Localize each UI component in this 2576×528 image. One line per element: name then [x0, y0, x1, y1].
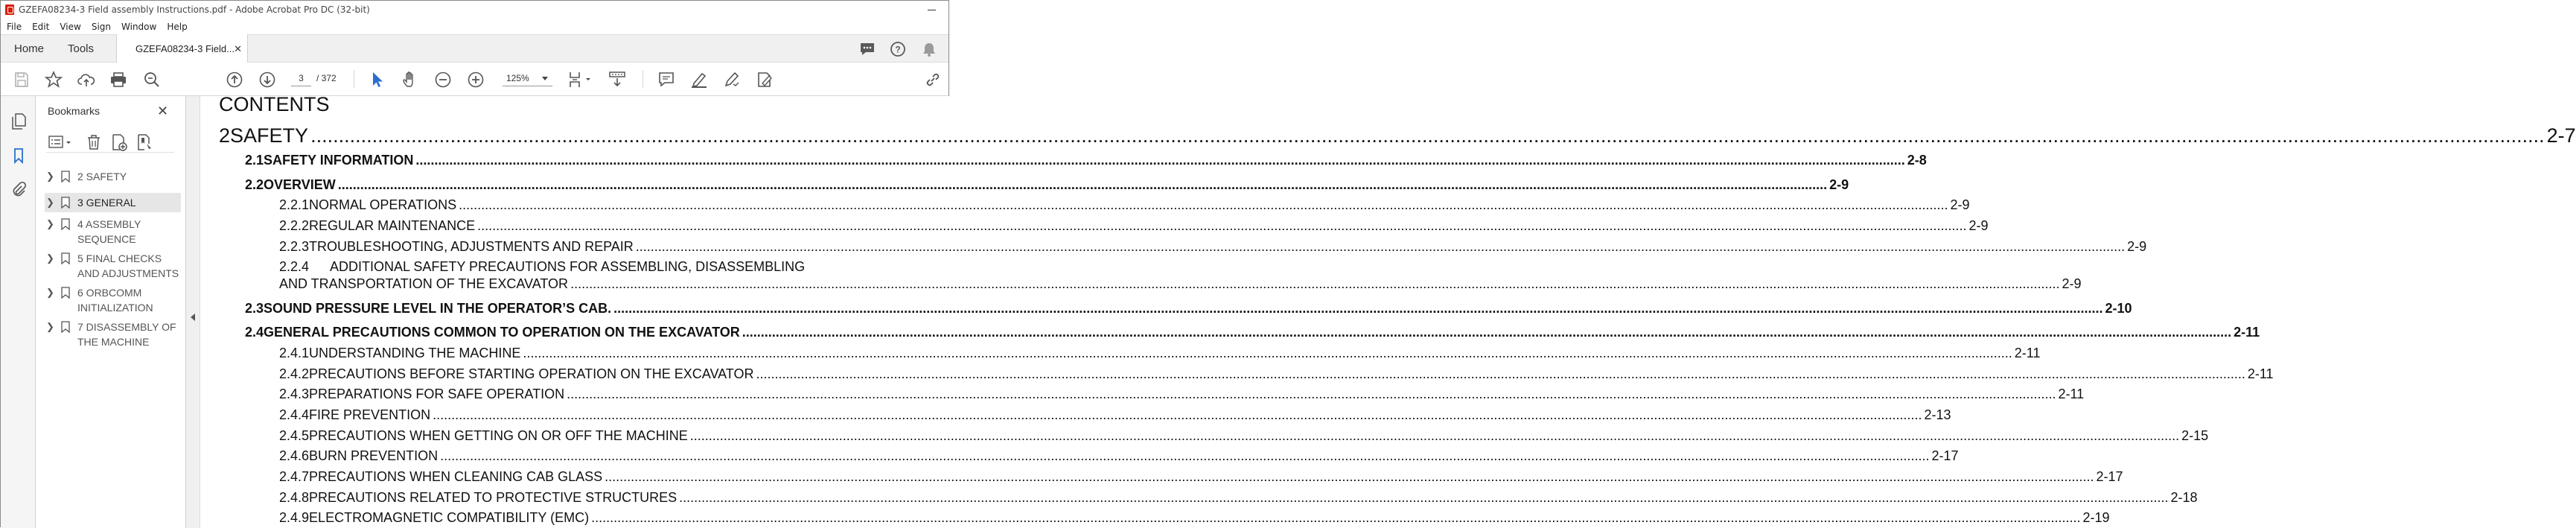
page-total-label: / 372 [316, 73, 337, 83]
acrobat-logo-icon [5, 4, 14, 15]
attachment-paperclip-icon[interactable] [10, 181, 28, 199]
toc-leader: ................................................................................................................................................................................................................................................................................................................................................................................................................ [689, 428, 2180, 443]
chevron-right-icon[interactable]: ❯ [46, 218, 54, 229]
menu-help[interactable]: Help [167, 21, 188, 32]
toc-entry[interactable] [279, 448, 1959, 464]
tab-document[interactable] [116, 34, 248, 63]
toc-page: 2-8 [1907, 153, 1927, 168]
toc-title: PREPARATIONS FOR SAFE OPERATION [309, 387, 565, 401]
toc-entry[interactable] [279, 218, 1989, 234]
toc-page: 2-9 [1829, 177, 1849, 192]
tab-document-label: GZEFA08234-3 Field... [136, 43, 235, 54]
toc-page: 2-19 [2082, 510, 2110, 525]
page-number-input[interactable]: 3 [291, 70, 311, 86]
chevron-right-icon[interactable]: ❯ [46, 171, 54, 182]
bookmark-label: 5 FINAL CHECKS AND ADJUSTMENTS [77, 252, 179, 279]
toc-leader: ................................................................................................................................................................................................................................................................................................................................................................................................................ [635, 239, 2126, 254]
toc-title: SOUND PRESSURE LEVEL IN THE OPERATOR’S CAB. [264, 301, 612, 316]
toc-page: 2-11 [2014, 346, 2041, 360]
bookmark-item-safety[interactable] [45, 169, 181, 184]
toc-title: SAFETY INFORMATION [264, 153, 414, 168]
toc-number: 2.4.5 [279, 428, 310, 443]
toc-entry[interactable] [279, 259, 924, 275]
toc-leader: ................................................................................................................................................................................................................................................................................................................................................................................................................ [567, 387, 2056, 401]
toc-leader: ................................................................................................................................................................................................................................................................................................................................................................................................................ [477, 218, 1967, 233]
toc-page: 2-9 [2127, 239, 2147, 254]
contents-heading: CONTENTS [219, 93, 330, 115]
cloud-upload-icon[interactable] [77, 71, 95, 89]
menu-file[interactable]: File [7, 21, 22, 32]
tab-bar [1, 34, 949, 63]
bookmarks-title: Bookmarks [48, 105, 101, 117]
close-panel-icon[interactable]: ✕ [157, 104, 169, 118]
toc-number: 2.4.3 [279, 387, 310, 401]
menu-sign[interactable]: Sign [91, 21, 112, 32]
toc-number: 2.2 [245, 177, 264, 192]
toc-entry[interactable] [279, 510, 2110, 526]
notification-bell-icon[interactable] [921, 41, 937, 57]
save-icon[interactable] [13, 71, 31, 89]
panel-collapse-handle[interactable] [186, 96, 200, 528]
toc-page: 2-17 [2096, 469, 2123, 484]
bookmark-flag-icon [61, 321, 70, 333]
highlight-pen-icon[interactable] [690, 71, 708, 89]
bookmark-label: 7 DISASSEMBLY OF THE MACHINE [77, 321, 176, 348]
toc-entry[interactable] [279, 428, 2209, 444]
toc-title: PRECAUTIONS WHEN GETTING ON OR OFF THE MACHINE [309, 428, 688, 443]
toc-leader: ................................................................................................................................................................................................................................................................................................................................................................................................................ [742, 325, 2232, 340]
chevron-right-icon[interactable]: ❯ [46, 287, 54, 298]
page-fit-icon[interactable] [568, 71, 593, 89]
share-link-icon[interactable] [924, 71, 942, 89]
next-page-icon[interactable] [258, 71, 276, 89]
zoom-level-select[interactable] [503, 70, 552, 86]
toc-number: 2.2.2 [279, 218, 310, 233]
toc-entry[interactable] [245, 325, 2260, 340]
delete-bookmark-icon[interactable] [85, 133, 103, 151]
bookmark-item-disassembly[interactable] [45, 319, 181, 349]
toc-title: SAFETY [230, 124, 309, 147]
toc-entry[interactable] [279, 469, 2123, 485]
toc-page: 2-11 [2058, 387, 2085, 401]
toc-entry[interactable] [279, 346, 2041, 361]
toc-leader: ................................................................................................................................................................................................................................................................................................................................................................................................................ [756, 366, 2245, 381]
toc-title: AND TRANSPORTATION OF THE EXCAVATOR [279, 276, 569, 291]
toc-leader: ................................................................................................................................................................................................................................................................................................................................................................................................................ [440, 448, 1930, 463]
navigation-rail [1, 96, 36, 528]
toc-entry[interactable] [279, 197, 1970, 213]
toc-page: 2-11 [2234, 325, 2260, 340]
toc-number: 2.4.2 [279, 366, 310, 381]
chevron-right-icon[interactable]: ❯ [46, 252, 54, 264]
document-view[interactable] [200, 93, 2576, 528]
toc-title: ELECTROMAGNETIC COMPATIBILITY (EMC) [309, 510, 590, 525]
toc-page: 2-18 [2170, 490, 2198, 505]
toc-title: PRECAUTIONS BEFORE STARTING OPERATION ON THE EXCAVATOR [309, 366, 754, 381]
toc-number: 2.4 [245, 325, 264, 340]
toc-leader: ................................................................................................................................................................................................................................................................................................................................................................................................................ [570, 276, 2060, 291]
toc-number: 2.4.1 [279, 346, 310, 360]
bookmark-flag-icon [61, 252, 70, 264]
toc-number: 2.2.4 [279, 259, 310, 274]
toc-number: 2.4.8 [279, 490, 310, 505]
chevron-right-icon[interactable]: ❯ [46, 197, 54, 208]
bookmark-label: 6 ORBCOMM INITIALIZATION [77, 287, 153, 314]
bookmark-label: 2 SAFETY [77, 171, 127, 182]
toc-leader: ................................................................................................................................................................................................................................................................................................................................................................................................................ [337, 177, 1828, 192]
title-bar [1, 1, 949, 19]
toc-number: 2.4.9 [279, 510, 310, 525]
toc-page: 2-9 [1968, 218, 1989, 233]
bookmark-item-final-checks[interactable] [45, 251, 181, 281]
bookmark-flag-icon [61, 218, 70, 230]
scroll-mode-icon[interactable] [608, 71, 626, 89]
toc-leader: ................................................................................................................................................................................................................................................................................................................................................................................................................ [591, 510, 2081, 525]
toc-title: ADDITIONAL SAFETY PRECAUTIONS FOR ASSEMBLING, DISASSEMBLING [330, 259, 806, 274]
menu-view[interactable]: View [60, 21, 81, 32]
toc-title: PRECAUTIONS RELATED TO PROTECTIVE STRUCTURES [309, 490, 678, 505]
toc-page: 2-9 [1950, 197, 1970, 212]
bookmark-item-assembly-sequence[interactable] [45, 217, 181, 246]
toc-leader: ................................................................................................................................................................................................................................................................................................................................................................................................................ [433, 407, 1922, 422]
menu-window[interactable]: Window [121, 21, 157, 32]
menu-edit[interactable]: Edit [32, 21, 50, 32]
bookmark-options-icon[interactable] [48, 133, 74, 151]
toc-title: TROUBLESHOOTING, ADJUSTMENTS AND REPAIR [309, 239, 634, 254]
bookmark-label: 4 ASSEMBLY SEQUENCE [77, 218, 141, 245]
zoom-search-icon[interactable] [143, 71, 161, 89]
toc-leader: ................................................................................................................................................................................................................................................................................................................................................................................................................ [415, 153, 1905, 168]
chevron-right-icon[interactable]: ❯ [46, 321, 54, 332]
toc-number: 2.1 [245, 153, 264, 168]
minimize-button[interactable] [914, 1, 949, 19]
close-tab-icon[interactable]: ✕ [234, 43, 242, 54]
toc-leader: ................................................................................................................................................................................................................................................................................................................................................................................................................ [605, 469, 2094, 484]
toc-page: 2-7 [2546, 124, 2576, 147]
collapse-arrow-icon [191, 314, 195, 321]
zoom-out-icon[interactable] [434, 71, 452, 89]
toc-number: 2.4.6 [279, 448, 310, 463]
toc-page: 2-11 [2247, 366, 2274, 381]
toc-title: UNDERSTANDING THE MACHINE [309, 346, 521, 360]
svg-text:?: ? [895, 44, 901, 55]
toc-entry[interactable] [279, 239, 2147, 255]
toc-entry[interactable] [279, 387, 2085, 402]
toc-page: 2-13 [1924, 407, 1951, 422]
toc-number: 2.3 [245, 301, 264, 316]
page-thumbnails-icon[interactable] [10, 112, 28, 130]
toc-entry[interactable] [245, 153, 1927, 168]
toc-number: 2.2.3 [279, 239, 310, 254]
bookmark-label: 3 GENERAL [77, 197, 136, 209]
tab-tools[interactable]: Tools [68, 42, 95, 55]
add-comment-icon[interactable] [657, 71, 675, 89]
window-title: GZEFA08234-3 Field assembly Instructions.pdf - Adobe Acrobat Pro DC (32-bit) [19, 4, 370, 15]
toc-leader: ................................................................................................................................................................................................................................................................................................................................................................................................................ [613, 301, 2103, 316]
toc-number: 2.4.4 [279, 407, 310, 422]
toc-title: FIRE PREVENTION [309, 407, 431, 422]
toc-page: 2-10 [2105, 301, 2132, 316]
toc-leader: ................................................................................................................................................................................................................................................................................................................................................................................................................ [679, 490, 2169, 505]
toc-entry[interactable] [245, 177, 1849, 193]
previous-page-icon[interactable] [226, 71, 243, 89]
bookmark-item-general[interactable] [45, 193, 181, 212]
bookmark-flag-icon [61, 287, 70, 299]
toc-leader: ................................................................................................................................................................................................................................................................................................................................................................................................................ [310, 124, 2545, 147]
toc-entry[interactable] [279, 366, 2274, 382]
toc-number: 2.4.7 [279, 469, 310, 484]
toc-title: NORMAL OPERATIONS [309, 197, 457, 212]
bookmark-icon[interactable] [10, 147, 28, 165]
toc-title: GENERAL PRECAUTIONS COMMON TO OPERATION ON THE EXCAVATOR [264, 325, 740, 340]
zoom-in-icon[interactable] [467, 71, 485, 89]
bookmark-flag-icon [61, 171, 70, 182]
toc-entry-continued[interactable] [279, 276, 2082, 292]
toc-number: 2.2.1 [279, 197, 310, 212]
chevron-down-icon [542, 77, 548, 80]
tab-home[interactable]: Home [14, 42, 45, 55]
toc-entry[interactable] [219, 124, 2576, 147]
zoom-level-value: 125% [506, 73, 529, 83]
toc-entry[interactable] [279, 407, 1951, 423]
bookmarks-toolbar [46, 133, 174, 153]
star-icon[interactable] [45, 71, 63, 89]
comment-bubble-icon[interactable] [859, 41, 876, 57]
toc-title: OVERVIEW [264, 177, 336, 192]
draw-pencil-icon[interactable] [723, 71, 741, 89]
help-icon[interactable] [890, 41, 906, 57]
bookmark-flag-icon [61, 197, 70, 209]
new-bookmark-icon[interactable] [110, 133, 128, 151]
toc-title: REGULAR MAINTENANCE [309, 218, 476, 233]
toc-page: 2-9 [2062, 276, 2082, 291]
toc-number: 2 [219, 124, 231, 147]
toc-entry[interactable] [245, 301, 2132, 317]
select-cursor-icon[interactable] [369, 71, 386, 89]
print-icon[interactable] [109, 71, 127, 89]
toc-leader: ................................................................................................................................................................................................................................................................................................................................................................................................................ [459, 197, 1948, 212]
toc-entry[interactable] [279, 490, 2198, 506]
menu-bar [1, 19, 949, 34]
bookmark-properties-icon[interactable] [136, 133, 153, 151]
fill-sign-icon[interactable] [756, 71, 774, 89]
bookmark-item-orbcomm[interactable] [45, 285, 181, 315]
toc-page: 2-17 [1931, 448, 1959, 463]
toc-page: 2-15 [2181, 428, 2209, 443]
toc-title: BURN PREVENTION [309, 448, 439, 463]
toc-leader: ................................................................................................................................................................................................................................................................................................................................................................................................................ [523, 346, 2012, 360]
hand-tool-icon[interactable] [401, 71, 419, 89]
bookmarks-panel [36, 96, 186, 528]
toc-title: PRECAUTIONS WHEN CLEANING CAB GLASS [309, 469, 603, 484]
